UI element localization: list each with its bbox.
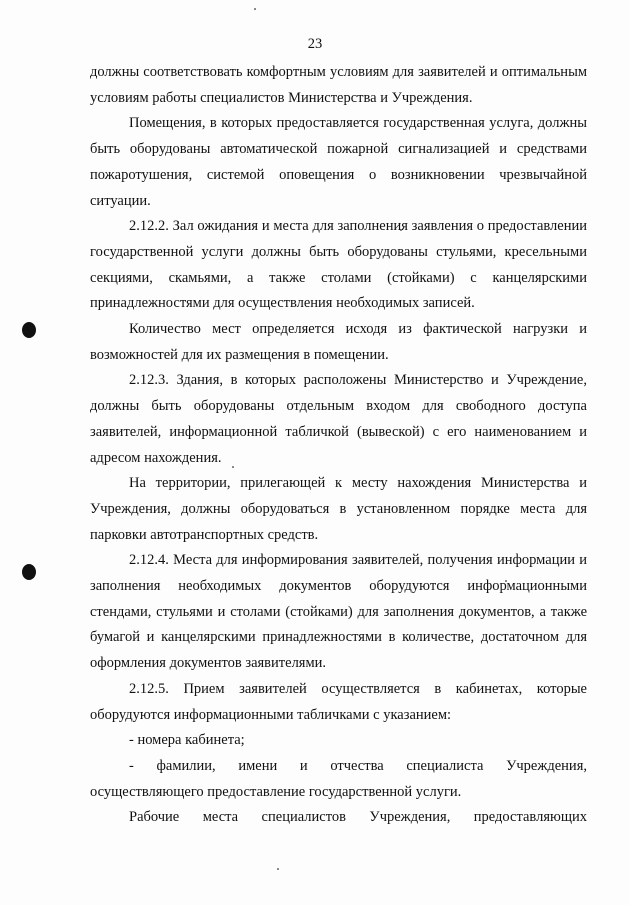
scan-speck [254,8,256,10]
paragraph-2-12-2: 2.12.2. Зал ожидания и места для заполнения заявления о предоставлении государственной услуги должны быть оборудованы стульями, кресельными секциями, скамьями, а также столами (стойками) с канцелярскими принадлежностями для осуществления необходимых записей. [90,218,587,312]
binder-hole-mark [22,564,36,580]
list-item-room-number: - номера кабинета; [129,732,245,749]
list-item-specialist-name: - фамилии, имени и отчества специалиста Учреждения, осуществляющего предоставление государственной услуги. [90,757,587,800]
document-body [90,60,587,831]
scan-speck [277,868,279,870]
paragraph-2-12-3: 2.12.3. Здания, в которых расположены Министерство и Учреждение, должны быть оборудованы отдельным входом для свободного доступа заявителей, информационной табличкой (вывеской) с его наименованием и адресом нахождения. [90,372,587,466]
paragraph-2-12-5: 2.12.5. Прием заявителей осуществляется в кабинетах, которые оборудуются информационными табличками с указанием: [90,680,587,723]
page-number: 23 [307,36,323,52]
paragraph-workplaces: Рабочие места специалистов Учреждения, предоставляющих [129,809,587,826]
paragraph-2-12-4: 2.12.4. Места для информирования заявителей, получения информации и заполнения необходимых документов оборудуются информационными стендами, стульями и столами (стойками) для заполнения документов, а также бумагой и канцелярскими принадлежностями в количестве, достаточном для оформления документов заявителями. [90,552,587,672]
paragraph-fire-safety: Помещения, в которых предоставляется государственная услуга, должны быть оборудованы автоматической пожарной сигнализацией и средствами пожаротушения, системой оповещения о возникновении чрезвычайной ситуации. [90,115,587,209]
binder-hole-mark [22,322,36,338]
paragraph-parking: На территории, прилегающей к месту нахождения Министерства и Учреждения, должны оборудоваться в установленном порядке места для парковки автотранспортных средств. [90,475,587,543]
paragraph-seats: Количество мест определяется исходя из фактической нагрузки и возможностей для их размещения в помещении. [90,321,587,363]
paragraph-continuation: должны соответствовать комфортным условиям для заявителей и оптимальным условиям работы специалистов Министерства и Учреждения. [90,64,587,106]
